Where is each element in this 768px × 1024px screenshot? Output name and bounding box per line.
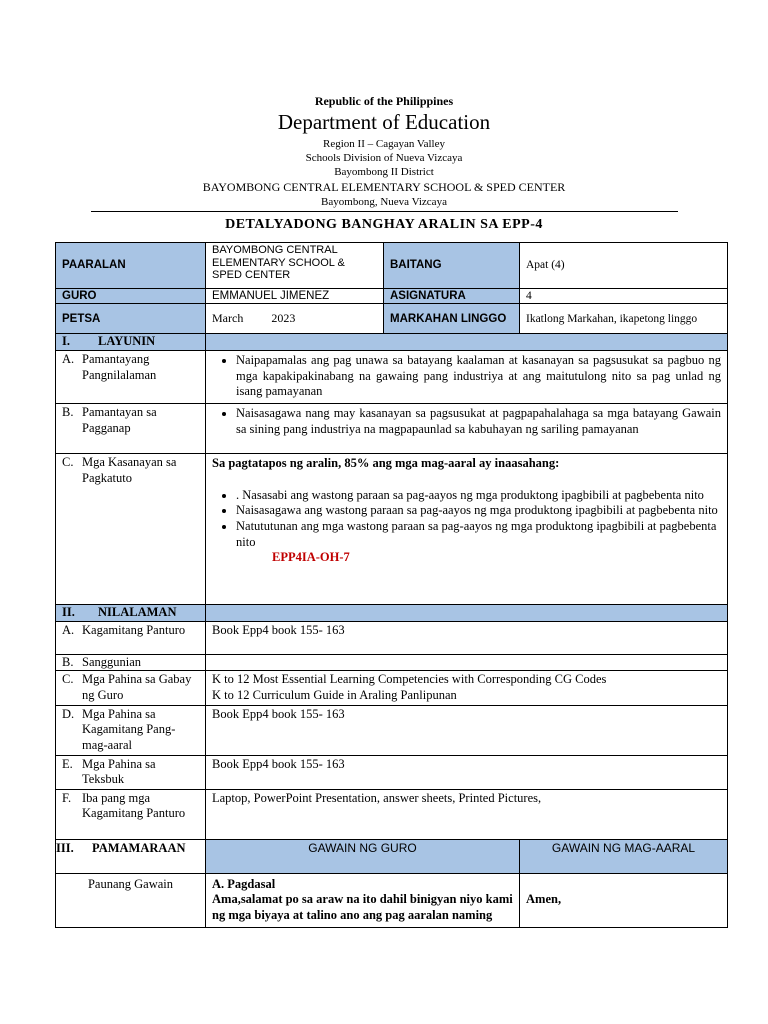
nilalaman-letter: B. xyxy=(62,654,74,669)
guro-value: EMMANUEL JIMENEZ xyxy=(206,289,384,304)
layunin-c-text: Mga Kasanayan sa Pagkatuto xyxy=(82,455,177,485)
paaralan-value: BAYOMBONG CENTRAL ELEMENTARY SCHOOL & SPED CENTER xyxy=(206,243,384,289)
layunin-num: I. xyxy=(62,334,70,349)
nilalaman-row xyxy=(56,671,728,705)
paunang-gawain-row xyxy=(56,873,728,927)
layunin-header xyxy=(56,334,206,351)
pagdasal-text: Ama,salamat po sa araw na ito dahil binigyan niyo kami ng mga biyaya at talino ano ang pag aaralan naming xyxy=(212,892,513,922)
address-line: Bayombong, Nueva Vizcaya xyxy=(321,196,447,208)
nilalaman-num: II. xyxy=(62,605,75,619)
nilalaman-value: Book Epp4 book 155- 163 xyxy=(206,705,728,755)
asignatura-value: 4 xyxy=(520,289,728,304)
layunin-header-row xyxy=(56,334,728,351)
layunin-b-bullet: • Naisasagawa nang may kasanayan sa pagsusukat at pagpapahalahaga sa mga batayang Gawain sa sining pang industriya na magpapaunlad sa kabuhayan ng sariling pamayanan xyxy=(236,406,721,437)
layunin-a-letter: A. xyxy=(62,352,75,366)
nilalaman-letter: E. xyxy=(62,756,73,771)
pamamaraan-header xyxy=(56,839,206,873)
layunin-row-c xyxy=(56,454,728,605)
district-line: Bayombong II District xyxy=(334,166,434,178)
layunin-c-intro: Sa pagtatapos ng aralin, 85% ang mga mag-aaral ay inaasahang: xyxy=(212,456,560,470)
nilalaman-row xyxy=(56,654,728,671)
nilalaman-letter: F. xyxy=(62,790,72,805)
layunin-b-content xyxy=(206,404,728,454)
layunin-c-item: • . Nasasabi ang wastong paraan sa pag-aayos ng mga produktong ipagbibili at pagbebenta nito xyxy=(236,488,721,504)
info-row-paaralan xyxy=(56,243,728,289)
nilalaman-header xyxy=(56,605,206,622)
gawain-ng-mag-aaral-header: GAWAIN NG MAG-AARAL xyxy=(520,839,728,873)
layunin-c-item: • Natututunan ang mga wastong paraan sa pag-aayos ng mga produktong ipagbibili at pagbebenta nito xyxy=(236,519,721,550)
nilalaman-label: Kagamitang Panturo xyxy=(82,622,186,637)
nilalaman-label: Iba pang mga Kagamitang Panturo xyxy=(82,790,186,821)
region-line: Region II – Cagayan Valley xyxy=(323,138,445,150)
layunin-a-content xyxy=(206,351,728,404)
info-row-petsa xyxy=(56,304,728,334)
paunang-gawain-label: Paunang Gawain xyxy=(56,873,206,927)
baitang-value: Apat (4) xyxy=(520,243,728,289)
layunin-row-a xyxy=(56,351,728,404)
pagdasal-title: A. Pagdasal xyxy=(212,876,276,891)
nilalaman-value: Book Epp4 book 155- 163 xyxy=(206,621,728,654)
header-divider xyxy=(91,211,678,212)
division-line: Schools Division of Nueva Vizcaya xyxy=(305,152,463,164)
nilalaman-row xyxy=(56,621,728,654)
nilalaman-value xyxy=(206,671,728,705)
nilalaman-value-line: K to 12 Most Essential Learning Competencies with Corresponding CG Codes xyxy=(212,672,607,687)
layunin-c-item: • Naisasagawa ang wastong paraan sa pag-aayos ng mga produktong ipagbibili at pagbebenta nito xyxy=(236,503,721,519)
nilalaman-row xyxy=(56,755,728,789)
layunin-b-text: Pamantayan sa Pagganap xyxy=(82,405,157,435)
layunin-a-bullet: • Naipapamalas ang pag unawa sa batayang kaalaman at kasanayan sa pagsusukat sa pagbuo ng mga kapakipakinabang na gawaing pang industriya at ang maitutulong nito sa pag unlad ng isang pamayanan xyxy=(236,353,721,400)
markahan-value: Ikatlong Markahan, ikapetong linggo xyxy=(520,304,728,334)
nilalaman-letter: A. xyxy=(62,622,75,637)
layunin-title: LAYUNIN xyxy=(98,334,156,349)
school-line: BAYOMBONG CENTRAL ELEMENTARY SCHOOL & SPED CENTER xyxy=(202,180,566,194)
competency-code: EPP4IA-OH-7 xyxy=(272,550,350,565)
baitang-label: BAITANG xyxy=(384,243,520,289)
petsa-month: March xyxy=(212,311,244,326)
pamamaraan-header-row xyxy=(56,839,728,873)
nilalaman-title: NILALAMAN xyxy=(98,605,177,619)
asignatura-label: ASIGNATURA xyxy=(384,289,520,304)
layunin-c-content xyxy=(206,454,728,605)
nilalaman-row xyxy=(56,789,728,839)
layunin-b-letter: B. xyxy=(62,405,74,419)
layunin-b-label xyxy=(56,404,206,454)
lesson-plan-table xyxy=(55,242,728,928)
layunin-row-b xyxy=(56,404,728,454)
nilalaman-letter: D. xyxy=(62,706,75,721)
paunang-gawain-guro xyxy=(206,873,520,927)
republic-line: Republic of the Philippines xyxy=(314,94,454,108)
layunin-header-fill xyxy=(206,334,728,351)
petsa-label: PETSA xyxy=(56,304,206,334)
nilalaman-header-fill xyxy=(206,605,728,622)
document-title: DETALYADONG BANGHAY ARALIN SA EPP-4 xyxy=(225,217,543,232)
layunin-a-label xyxy=(56,351,206,404)
petsa-value xyxy=(206,304,384,334)
layunin-c-letter: C. xyxy=(62,455,74,469)
nilalaman-label: Sanggunian xyxy=(82,654,142,669)
pamamaraan-num: III. xyxy=(56,840,74,855)
layunin-a-text: Pamantayang Pangnilalaman xyxy=(82,352,157,382)
paaralan-label: PAARALAN xyxy=(56,243,206,289)
petsa-year: 2023 xyxy=(271,311,296,326)
nilalaman-row xyxy=(56,705,728,755)
gawain-ng-guro-header: GAWAIN NG GURO xyxy=(206,839,520,873)
layunin-c-label xyxy=(56,454,206,605)
department-title: Department of Education xyxy=(277,110,491,134)
nilalaman-label: Mga Pahina sa Kagamitang Pang-mag-aaral xyxy=(82,706,176,752)
nilalaman-value xyxy=(206,654,728,671)
guro-label: GURO xyxy=(56,289,206,304)
nilalaman-value: Laptop, PowerPoint Presentation, answer sheets, Printed Pictures, xyxy=(206,789,728,839)
nilalaman-header-row xyxy=(56,605,728,622)
nilalaman-label: Mga Pahina sa Teksbuk xyxy=(82,756,156,787)
pamamaraan-title: PAMAMARAAN xyxy=(92,840,186,855)
info-row-guro xyxy=(56,289,728,304)
nilalaman-value-line: K to 12 Curriculum Guide in Araling Panlipunan xyxy=(212,687,457,702)
nilalaman-value: Book Epp4 book 155- 163 xyxy=(206,755,728,789)
nilalaman-label: Mga Pahina sa Gabay ng Guro xyxy=(82,672,192,702)
markahan-label: MARKAHAN LINGGO xyxy=(384,304,520,334)
nilalaman-letter: C. xyxy=(62,672,74,687)
paunang-gawain-mag-aaral: Amen, xyxy=(520,873,728,927)
